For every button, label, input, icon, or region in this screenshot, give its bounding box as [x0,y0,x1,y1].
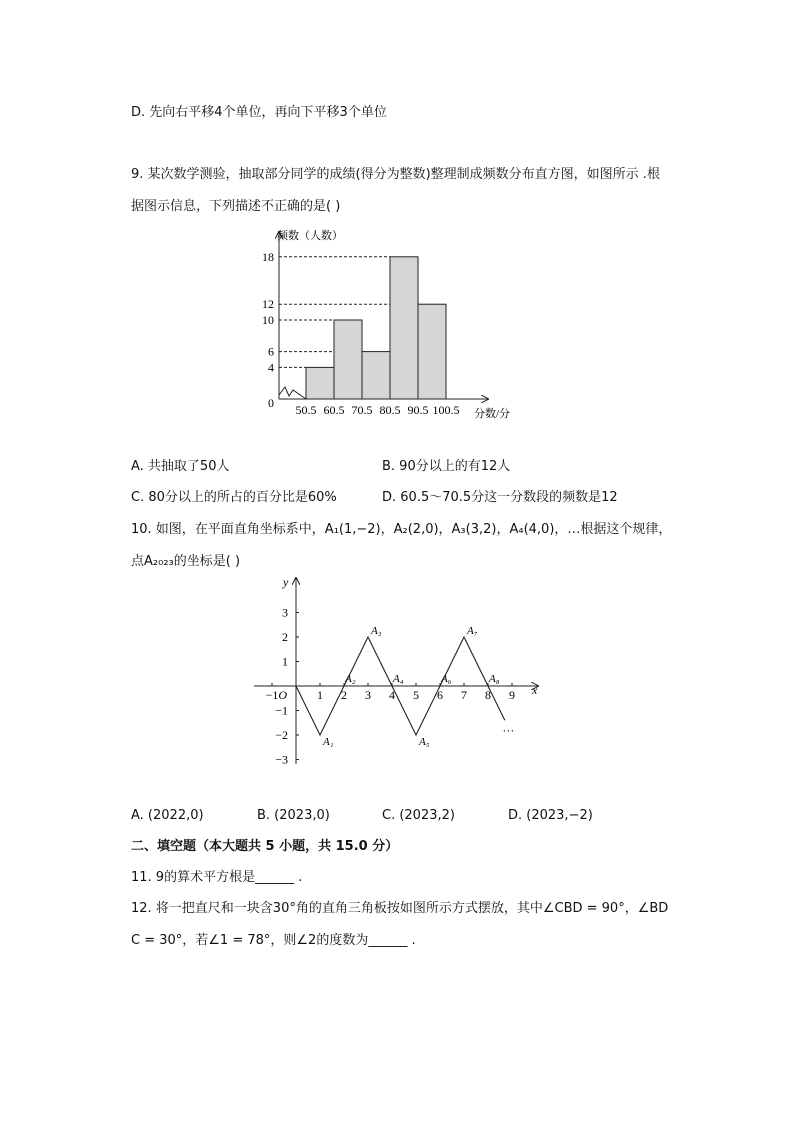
y-tick-label: −1 [275,703,288,718]
y-tick-label: 12 [262,297,274,312]
point-label: A₅ [419,736,430,748]
q8-option-d: D. 先向右平移4个单位，再向下平移3个单位 [131,105,387,120]
section-heading: 二、填空题（本大题共 5 小题，共 15.0 分） [131,839,399,854]
point-label: A₂ [345,673,356,685]
x-tick-label: 9 [509,688,515,702]
y-tick-label: −2 [275,728,288,742]
q9-option-c: C. 80分以上的所占的百分比是60% [131,490,337,505]
q9-stem-line1: 9. 某次数学测验，抽取部分同学的成绩(得分为整数)整理制成频数分布直方图，如图所示 .根 [131,167,660,182]
y-tick-label: 10 [262,313,274,327]
y-tick-label: 4 [268,360,274,375]
q12-stem-line2: C = 30°，若∠1 = 78°，则∠2的度数为______ . [131,933,416,948]
histogram-chart [250,224,530,424]
axis-break [279,387,306,399]
point-label: A₆ [441,673,452,685]
q10-stem-line2: 点A₂₀₂₃的坐标是( ) [131,554,241,569]
x-tick-label: 70.5 [351,403,373,417]
point-label: A₇ [467,625,478,637]
x-axis-label: 分数/分 [474,408,511,420]
x-tick-label: 100.5 [432,403,460,417]
x-tick-label: −1 [265,688,279,702]
q9-option-b: B. 90分以上的有12人 [382,459,511,474]
y-tick-label: −3 [275,752,288,767]
y-tick-label: 6 [268,344,274,359]
x-tick-label: 2 [341,688,347,702]
q10-stem-line1: 10. 如图，在平面直角坐标系中，A₁(1,−2)，A₂(2,0)，A₃(3,2)，A₄(4,0)，…根据这个规律， [131,522,672,537]
bar [362,352,390,399]
x-tick-label: 80.5 [379,403,401,417]
q12-stem-line1: 12. 将一把直尺和一块含30°角的直角三角板按如图所示方式摆放，其中∠CBD = 90°，∠BD [131,901,669,916]
origin-label: O [278,688,287,702]
y-axis-label: y [283,575,289,589]
point-label: A₁ [323,736,334,748]
y-tick-label: 2 [282,630,288,644]
x-tick-label: 7 [461,688,467,702]
x-tick-label: 8 [485,688,491,702]
coordinate-graph [250,572,550,772]
bar [306,367,334,399]
point-label: A₄ [393,673,404,685]
x-tick-label: 90.5 [407,403,429,417]
q11-stem: 11. 9的算术平方根是______ . [131,870,303,885]
x-tick-label: 4 [389,688,395,702]
bar [390,257,418,399]
x-tick-label: 5 [413,688,419,702]
q9-option-d: D. 60.5～70.5分这一分数段的频数是12 [382,490,618,505]
x-tick-label: 6 [437,688,443,702]
y-tick-label: 1 [282,654,288,669]
x-axis-label: x [532,683,538,697]
point-label: A₈ [489,673,500,685]
q10-option-a: A. (2022,0) [131,808,204,823]
y-axis-label: 频数（人数） [277,230,343,242]
q9-option-a: A. 共抽取了50人 [131,459,230,474]
q10-option-b: B. (2023,0) [257,808,330,823]
continuation-ellipsis: … [502,720,515,735]
q10-option-d: D. (2023,−2) [508,808,593,823]
q9-stem-line2: 据图示信息，下列描述不正确的是( ) [131,199,341,214]
q10-option-c: C. (2023,2) [382,808,455,823]
bar [418,304,446,399]
x-tick-label: 1 [317,688,323,702]
x-tick-label: 60.5 [323,403,345,417]
x-tick-label: 3 [365,688,371,702]
bar [334,320,362,399]
y-tick-label: 3 [282,605,288,620]
x-tick-label: 50.5 [295,403,317,417]
y-tick-label: 0 [268,396,274,410]
y-tick-label: 18 [262,249,274,264]
point-label: A₃ [371,625,382,637]
